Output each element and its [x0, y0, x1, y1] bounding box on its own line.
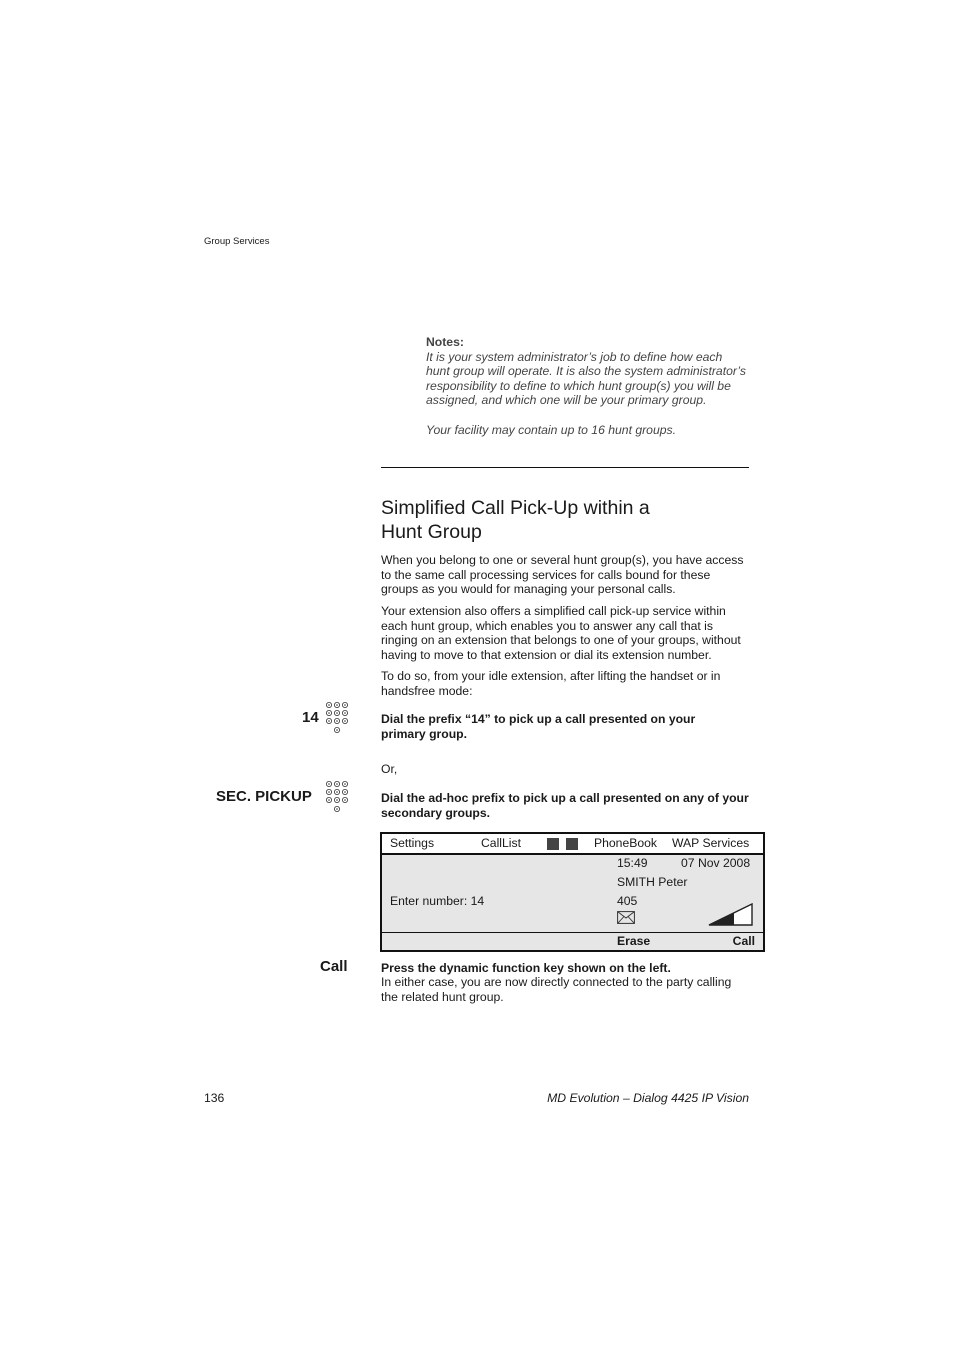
prefix-14-label: 14	[302, 709, 319, 726]
softkey-erase[interactable]: Erase	[617, 934, 651, 948]
menu-phonebook: PhoneBook	[594, 836, 658, 850]
envelope-icon	[617, 911, 635, 924]
call-instruction-bold: Press the dynamic function key shown on the left.	[381, 961, 671, 975]
display-date: 07 Nov 2008	[681, 856, 751, 870]
section-title-line-2: Hunt Group	[381, 520, 482, 543]
notes-box	[426, 335, 756, 437]
page-number: 136	[204, 1091, 225, 1105]
sec-pickup-label: SEC. PICKUP	[216, 788, 312, 805]
document-title: MD Evolution – Dialog 4425 IP Vision	[547, 1091, 749, 1105]
display-caller-name: SMITH Peter	[617, 875, 688, 889]
display-time: 15:49	[617, 856, 648, 870]
display-softkey-bar	[382, 932, 763, 950]
intro-paragraph-2: Your extension also offers a simplified call pick-up service within each hunt group, which enables you to answer any call that is ringing on an extension that belongs to one of your groups, without having to move to that extension or dial its extension number.	[381, 604, 741, 662]
notes-paragraph-2: Your facility may contain up to 16 hunt groups.	[426, 422, 676, 437]
menu-wap-services: WAP Services	[672, 836, 750, 850]
call-key-label: Call	[320, 958, 348, 975]
prefix-14-instruction: Dial the prefix “14” to pick up a call presented on your primary group.	[381, 712, 696, 741]
menu-calllist: CallList	[481, 836, 521, 850]
display-menu-bar	[382, 834, 763, 855]
signal-strength-icon	[708, 903, 754, 926]
menu-settings: Settings	[390, 836, 435, 850]
display-entered-number: Enter number: 14	[390, 894, 485, 908]
running-header: Group Services	[204, 236, 270, 247]
section-title-line-1: Simplified Call Pick-Up within a	[381, 497, 650, 519]
phone-display	[380, 832, 765, 952]
or-text: Or,	[381, 762, 398, 776]
intro-paragraph-1: When you belong to one or several hunt group(s), you have access to the same call processing services for calls bound for these groups as you would for managing your personal calls.	[381, 553, 744, 597]
notes-title: Notes:	[426, 335, 464, 349]
square-icon	[566, 838, 578, 850]
section-title	[381, 497, 751, 544]
section-divider	[381, 467, 749, 468]
keypad-icon	[325, 701, 351, 735]
keypad-icon	[325, 780, 351, 814]
softkey-call[interactable]: Call	[732, 934, 755, 948]
square-icon	[547, 838, 559, 850]
notes-paragraph-1: It is your system administrator’s job to define how each hunt group will operate. It is also the system administrator’s responsibility to define to which hunt group(s) you will be assigned, and which one will be your primary group.	[426, 349, 746, 408]
call-instruction: In either case, you are now directly connected to the party calling the related hunt group.	[381, 975, 732, 1004]
intro-paragraph-3: To do so, from your idle extension, after lifting the handset or in handsfree mode:	[381, 669, 721, 698]
display-caller-number: 405	[617, 894, 638, 908]
sec-pickup-instruction: Dial the ad-hoc prefix to pick up a call presented on any of your secondary groups.	[381, 791, 749, 820]
